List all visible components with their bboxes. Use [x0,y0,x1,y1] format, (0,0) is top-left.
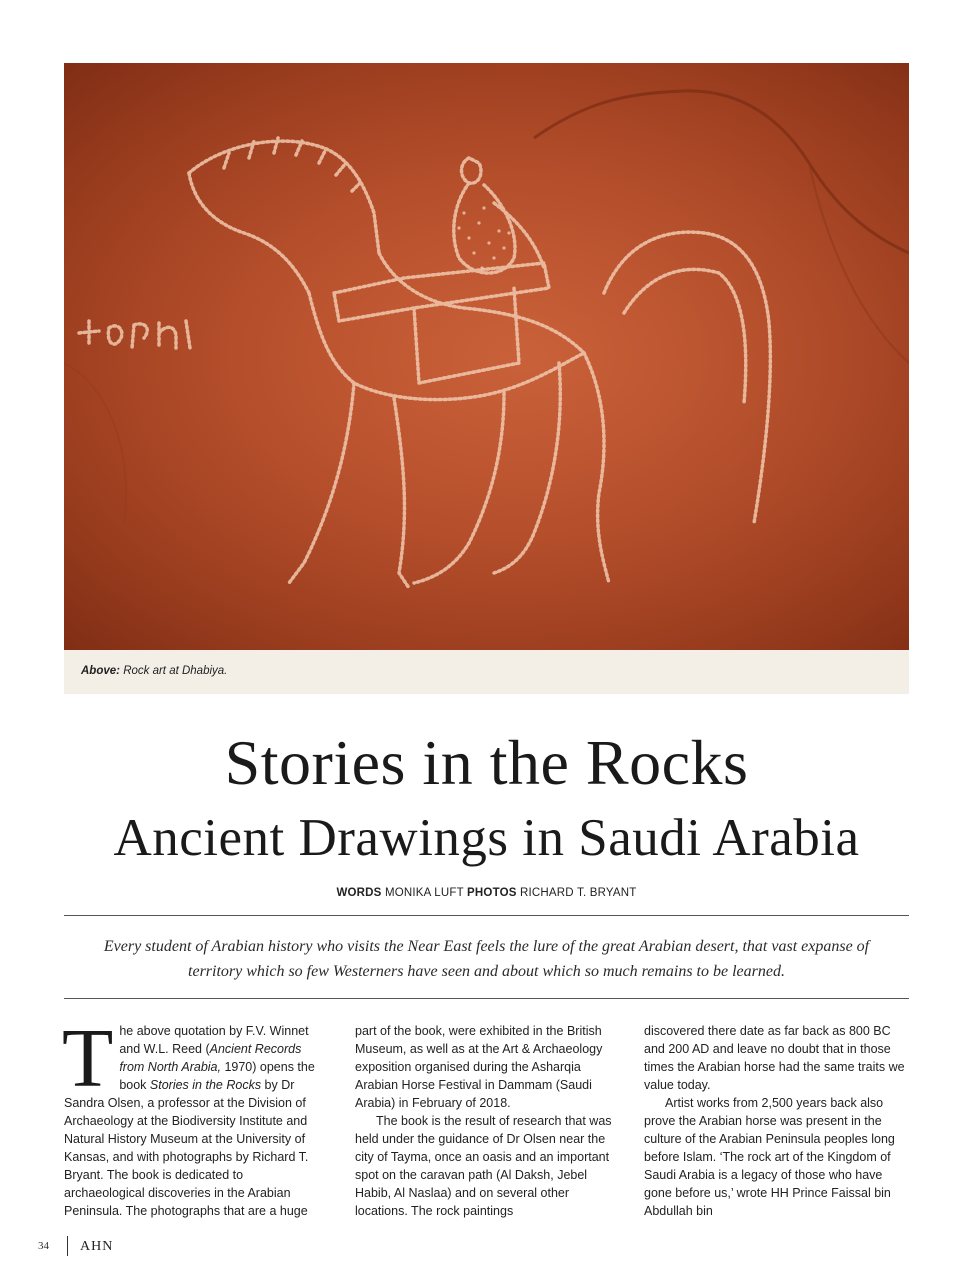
footer-divider [67,1236,68,1256]
paragraph: part of the book, were exhibited in the British Museum, as well as at the Art & Archaeology exposition organised during the Asharqia Arabian Horse Festival in Dammam (Saudi Arabia) in February of 2018. [355,1024,603,1110]
standfirst-quote: Every student of Arabian history who visits the Near East feels the lure of the great Arabian desert, that vast expanse of territory which so few Westerners have seen and about which so much remains to be learned. [103,938,870,980]
rule-top [64,915,909,916]
paragraph: Artist works from 2,500 years back also prove the Arabian horse was present in the culture of the Arabian Peninsula peoples long before Islam. ‘The rock art of the Kingdom of Saudi Arabia is a legacy of those who have gone before us,’ wrote HH Prince Faissal bin Abdullah bin [644,1096,895,1218]
caption-label: Above: [81,665,120,677]
body-text: he above quotation by F.V. Winnet and W.L. Reed ( [119,1024,309,1056]
photographer-name: RICHARD T. BRYANT [520,887,637,899]
magazine-name: AHN [80,1239,114,1254]
article-subtitle: Ancient Drawings in Saudi Arabia [113,809,860,867]
body-column-1 [62,1012,326,1220]
paragraph [62,1012,326,1220]
caption-bar [64,650,909,694]
rule-bottom [64,998,909,999]
body-column-2 [355,1022,617,1220]
body-text: by Dr Sandra Olsen, a professor at the Division of Archaeology at the Biodiversity Institute and Natural History Museum at the University of Kansas, and with photographs by Richard T. Bryant. The book is dedicated to archaeological discoveries in the Arabian Peninsula. The photographs that are a huge [64,1078,309,1218]
rock-art-illustration [64,63,909,650]
paragraph: The book is the result of research that was held under the guidance of Dr Olsen near the city of Tayma, once an oasis and an important spot on the caravan path (Al Daksh, Jebel Habib, Al Naslaa) and on several other locations. The rock paintings [355,1114,612,1218]
drop-cap: T [62,1012,114,1105]
book-title: Ancient Records from North Arabia, [119,1042,302,1074]
photo-caption [81,665,227,677]
byline [0,887,973,899]
article-title: Stories in the Rocks [224,727,749,798]
body-column-3 [644,1022,906,1220]
rock-art-photo [64,63,909,650]
photos-label: PHOTOS [467,887,517,899]
caption-text: Rock art at Dhabiya. [123,665,228,677]
page-number: 34 [38,1240,49,1252]
book-title: Stories in the Rocks [149,1078,262,1092]
author-name: MONIKA LUFT [384,887,464,899]
paragraph: discovered there date as far back as 800 BC and 200 AD and leave no doubt that in those times the Arabian horse had the same traits we value today. [644,1024,905,1092]
body-text: 1970) opens the book [119,1060,315,1092]
words-label: WORDS [336,887,382,899]
